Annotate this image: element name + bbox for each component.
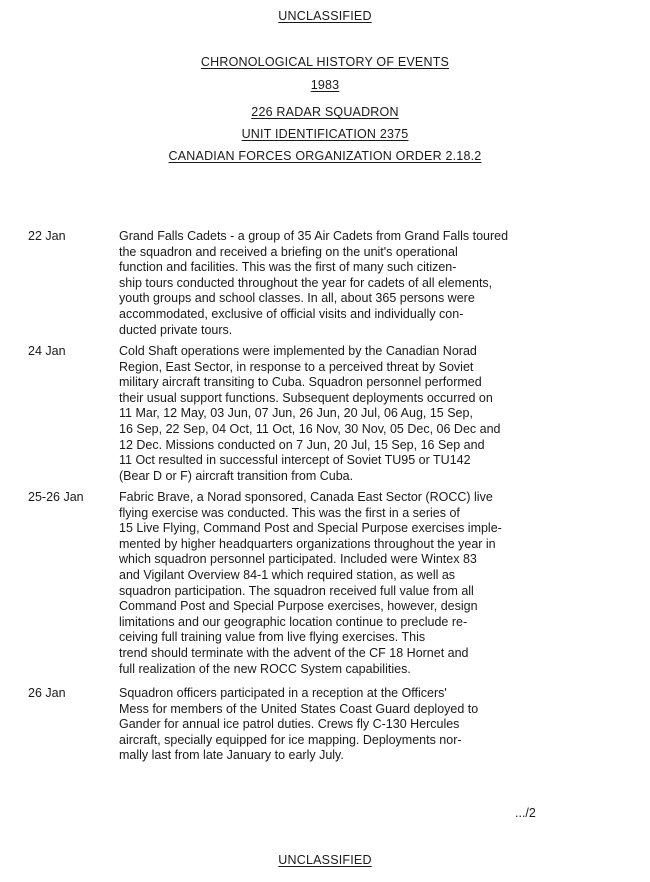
entry-line: full realization of the new ROCC System capabilities.: [119, 661, 411, 676]
entry-line: (Bear D or F) aircraft transition from Cuba.: [119, 468, 354, 483]
entry-line: 12 Dec. Missions conducted on 7 Jun, 20 Jul, 15 Sep, 16 Sep and: [119, 437, 485, 452]
entry-line: mented by higher headquarters organizations throughout the year in: [119, 536, 496, 551]
entry-line: aircraft, specially equipped for ice mapping. Deployments nor-: [119, 732, 462, 747]
entry-line: Command Post and Special Purpose exercises, however, design: [119, 599, 478, 614]
entry-line: trend should terminate with the advent of the CF 18 Hornet and: [119, 645, 469, 660]
entry-line: function and facilities. This was the first of many such citizen-: [119, 260, 457, 275]
entry-date: 26 Jan: [28, 686, 66, 700]
entry-line: ducted private tours.: [119, 322, 233, 337]
entry-line: mally last from late January to early July.: [119, 748, 344, 763]
classification-top: UNCLASSIFIED: [278, 9, 372, 23]
entry-line: their usual support functions. Subsequent deployments occurred on: [119, 390, 493, 405]
entry-line: 16 Sep, 22 Sep, 04 Oct, 11 Oct, 16 Nov, 30 Nov, 05 Dec, 06 Dec and: [119, 421, 501, 436]
entry-line: Gander for annual ice patrol duties. Crews fly C-130 Hercules: [119, 717, 460, 732]
header-unit-name: 226 RADAR SQUADRON: [251, 105, 399, 119]
entry-line: and Vigilant Overview 84-1 which required station, as well as: [119, 567, 456, 582]
entry-date: 24 Jan: [28, 344, 66, 358]
entry-line: ceiving full training value from live flying exercises. This: [119, 630, 426, 645]
entry-line: flying exercise was conducted. This was the first in a series of: [119, 505, 460, 520]
entry-date: 22 Jan: [28, 229, 66, 243]
entry-line: Region, East Sector, in response to a perceived threat by Soviet: [119, 359, 474, 374]
entry-line: Mess for members of the United States Coast Guard deployed to: [119, 701, 479, 716]
entry-line: accommodated, exclusive of official visits and individually con-: [119, 306, 464, 321]
entry-line: Cold Shaft operations were implemented by the Canadian Norad: [119, 344, 477, 358]
header-unit-id: UNIT IDENTIFICATION 2375: [241, 127, 409, 141]
entry-line: Squadron officers participated in a reception at the Officers': [119, 686, 447, 700]
entry-line: the squadron and received a briefing on the unit's operational: [119, 244, 458, 259]
classification-bottom: UNCLASSIFIED: [278, 853, 372, 867]
entry-line: military aircraft transiting to Cuba. Squadron personnel performed: [119, 375, 482, 390]
entry-line: which squadron personnel participated. Included were Wintex 83: [119, 552, 477, 567]
header-title: CHRONOLOGICAL HISTORY OF EVENTS: [200, 55, 450, 69]
entry-date: 25-26 Jan: [28, 490, 84, 504]
entry-line: ship tours conducted throughout the year for cadets of all elements,: [119, 275, 493, 290]
entry-line: 15 Live Flying, Command Post and Special Purpose exercises imple-: [119, 521, 502, 536]
header-order: CANADIAN FORCES ORGANIZATION ORDER 2.18.2: [168, 149, 482, 163]
entry-line: Fabric Brave, a Norad sponsored, Canada East Sector (ROCC) live: [119, 490, 493, 504]
entry-line: youth groups and school classes. In all, about 365 persons were: [119, 291, 475, 306]
entry-text: [119, 344, 619, 484]
entry-text: [119, 490, 619, 677]
entry-line: 11 Oct resulted in successful intercept of Soviet TU95 or TU142: [119, 453, 471, 468]
entry-line: limitations and our geographic location continue to preclude re-: [119, 614, 468, 629]
entry-text: [119, 229, 619, 338]
entry-line: squadron participation. The squadron received full value from all: [119, 583, 474, 598]
entry-line: 11 Mar, 12 May, 03 Jun, 07 Jun, 26 Jun, 20 Jul, 06 Aug, 15 Sep,: [119, 406, 473, 421]
entry-line: Grand Falls Cadets - a group of 35 Air Cadets from Grand Falls toured: [119, 229, 509, 243]
page-continuation: .../2: [515, 806, 536, 820]
header-year: 1983: [310, 78, 340, 92]
entry-text: [119, 686, 619, 764]
